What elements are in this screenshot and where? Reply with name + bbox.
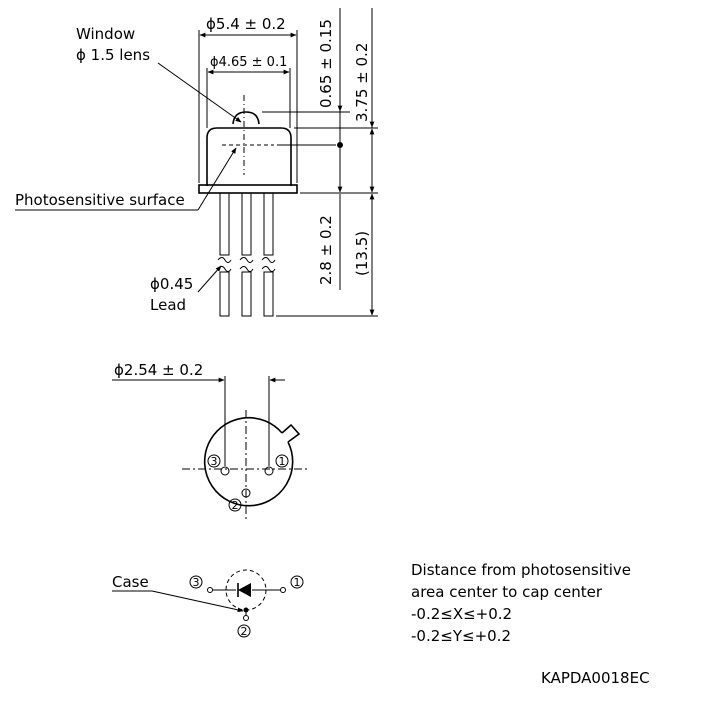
schem-pin-1: 1 [293, 576, 301, 589]
label-lead: Lead [150, 296, 187, 314]
terminal-2 [244, 616, 249, 621]
pin-1-number: 1 [278, 455, 286, 468]
schematic [112, 570, 303, 638]
terminal-3 [208, 588, 213, 593]
pin-2-number: 2 [231, 499, 239, 512]
pin-3-hole [221, 467, 229, 475]
label-lead-diameter: ϕ0.45 [150, 275, 194, 293]
schem-pin-2: 2 [240, 625, 248, 638]
leads-lower [220, 272, 273, 316]
leader-lead [198, 266, 221, 292]
pin-1-hole [265, 467, 273, 475]
dim-window-height-text: 0.65 ± 0.15 [317, 19, 335, 108]
bottom-view [112, 361, 310, 520]
note-line-3: -0.2≤X≤+0.2 [411, 605, 513, 623]
dim-cap-height-text: 3.75 ± 0.2 [353, 42, 371, 122]
leader-photosensitive [198, 148, 236, 210]
pin-3-number: 3 [210, 455, 218, 468]
label-case: Case [112, 573, 149, 591]
side-view [15, 8, 378, 316]
note-line-1: Distance from photosensitive [411, 561, 631, 579]
index-tab [282, 425, 299, 442]
dim-cap-diameter-text: ϕ5.4 ± 0.2 [206, 15, 286, 33]
label-photosensitive-surface: Photosensitive surface [15, 191, 185, 209]
lead-breaks [218, 258, 275, 272]
leads-upper [220, 193, 273, 255]
dim-lead-length-text: (13.5) [353, 230, 371, 276]
drawing-code: KAPDA0018EC [541, 669, 650, 687]
diode-symbol [238, 583, 251, 597]
cap-body [207, 128, 291, 186]
note-line-4: -0.2≤Y≤+0.2 [411, 627, 511, 645]
label-lens: ϕ 1.5 lens [76, 46, 151, 64]
dim-pin-pitch-text: ϕ2.54 ± 0.2 [114, 361, 204, 379]
window-lens [233, 112, 259, 124]
notes [411, 561, 650, 687]
schem-pin-3: 3 [192, 576, 200, 589]
note-line-2: area center to cap center [411, 583, 603, 601]
label-window: Window [76, 25, 136, 43]
cap-flange [199, 185, 297, 193]
terminal-1 [281, 588, 286, 593]
dim-inner-diameter-text: ϕ4.65 ± 0.1 [210, 55, 288, 70]
dim-base-to-surface-text: 2.8 ± 0.2 [317, 215, 335, 285]
